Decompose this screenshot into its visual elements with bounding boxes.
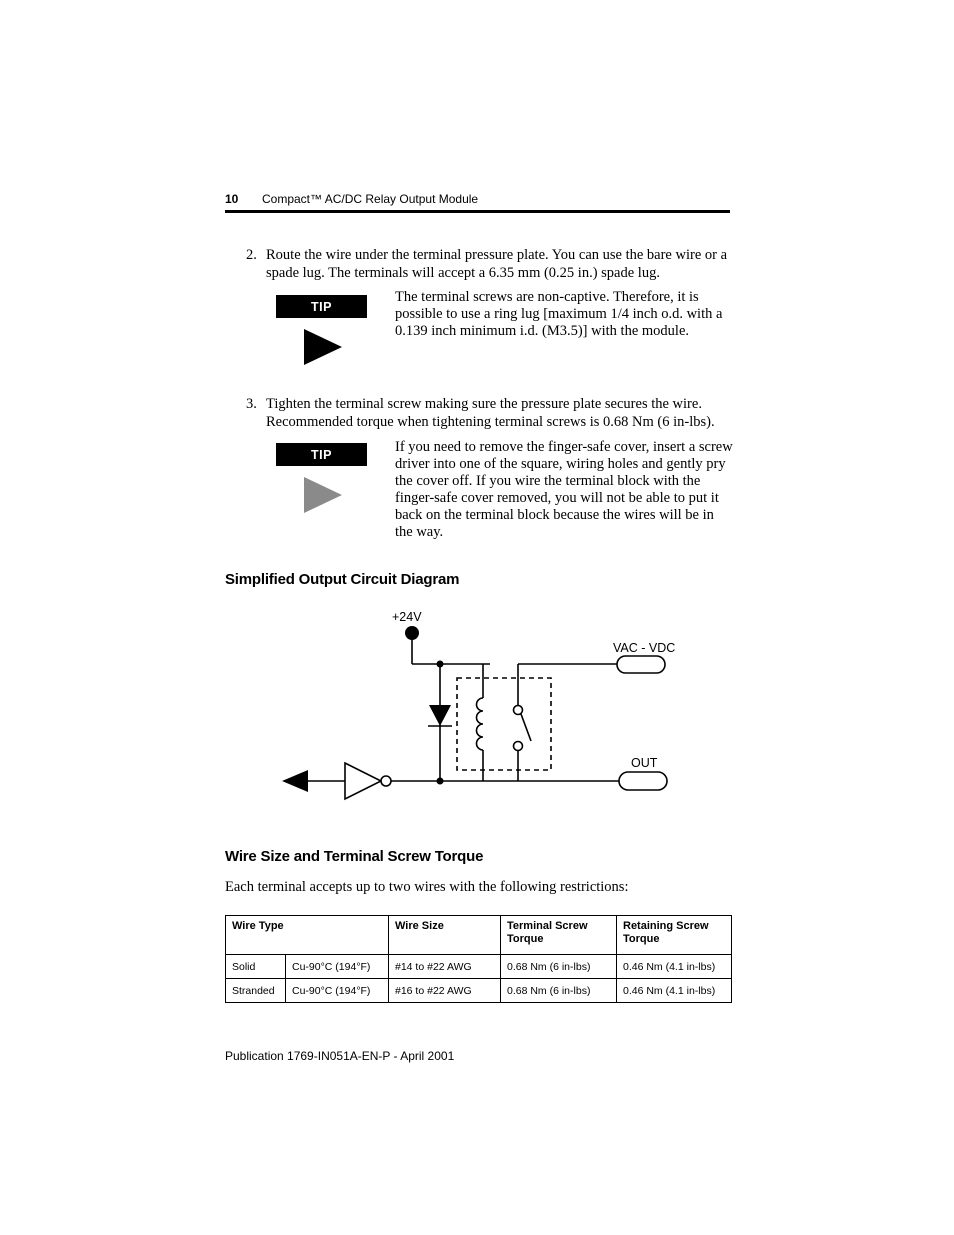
header-title: Compact™ AC/DC Relay Output Module — [262, 192, 479, 206]
step-item-3 — [246, 396, 736, 431]
vac-vdc-terminal — [617, 656, 665, 673]
cell-retaining-torque: 0.46 Nm (4.1 in-lbs) — [617, 955, 732, 979]
tip-label-badge: TIP — [276, 443, 367, 466]
header-rule — [225, 210, 730, 213]
section-heading-wire-size: Wire Size and Terminal Screw Torque — [225, 848, 484, 865]
cell-terminal-torque: 0.68 Nm (6 in-lbs) — [501, 979, 617, 1003]
relay-coil-icon — [477, 664, 484, 781]
step-number: 3. — [246, 396, 257, 412]
tip-arrow-icon — [304, 477, 342, 513]
cell-wire-type: Solid — [226, 955, 286, 979]
table-header-wire-size: Wire Size — [389, 916, 501, 955]
vac-vdc-label: VAC - VDC — [613, 641, 676, 655]
inverter-icon — [345, 763, 391, 799]
table-header-wire-type: Wire Type — [226, 916, 389, 955]
tip-text: The terminal screws are non-captive. Therefore, it is possible to use a ring lug [maximum 1/4 inch o.d. with a 0.139 inch minimum i.d. (M3.5)] with the module. — [395, 289, 723, 339]
page-number: 10 — [225, 192, 239, 206]
table-header-terminal-screw-torque: Terminal Screw Torque — [501, 916, 617, 955]
step-text: Tighten the terminal screw making sure the pressure plate secures the wire. Recommended torque when tightening terminal screws is 0.68 Nm (6 in-lbs). — [266, 396, 715, 430]
step-text: Route the wire under the terminal pressure plate. You can use the bare wire or a spade lug. The terminals will accept a 6.35 mm (0.25 in.) spade lug. — [266, 247, 728, 281]
table-row — [226, 979, 732, 1003]
table-header-retaining-screw-torque: Retaining Screw Torque — [617, 916, 732, 955]
tip-text: If you need to remove the finger-safe cover, insert a screw driver into one of the square, wiring holes and gently pry the cover off. If you wire the terminal block with the finger-safe cover removed, you will not be able to put it back on the terminal block because the wires will be in the way. — [395, 439, 733, 540]
cell-retaining-torque: 0.46 Nm (4.1 in-lbs) — [617, 979, 732, 1003]
cell-wire-size: #14 to #22 AWG — [389, 955, 501, 979]
tip-label-badge: TIP — [276, 295, 367, 318]
wire-table-container — [225, 915, 732, 1003]
footer-text: Publication 1769-IN051A-EN-P - April 2001 — [225, 1049, 455, 1063]
relay-dashed-box — [457, 678, 551, 770]
circuit-diagram — [225, 600, 730, 815]
switch-icon — [514, 664, 532, 781]
section-heading-circuit-diagram: Simplified Output Circuit Diagram — [225, 571, 460, 588]
cell-wire-type: Stranded — [226, 979, 286, 1003]
wire-table — [225, 915, 732, 1003]
signal-arrow-icon — [282, 770, 308, 792]
wire-intro-text: Each terminal accepts up to two wires with the following restrictions: — [225, 879, 629, 895]
cell-wire-size: #16 to #22 AWG — [389, 979, 501, 1003]
step-item-2 — [246, 247, 732, 282]
supply-label: +24V — [392, 610, 422, 624]
cell-terminal-torque: 0.68 Nm (6 in-lbs) — [501, 955, 617, 979]
table-header-row — [226, 916, 732, 955]
cell-wire-rating: Cu-90°C (194°F) — [286, 955, 389, 979]
out-terminal — [619, 772, 667, 790]
diode-icon — [428, 705, 452, 726]
step-number: 2. — [246, 247, 257, 263]
cell-wire-rating: Cu-90°C (194°F) — [286, 979, 389, 1003]
out-label: OUT — [631, 756, 658, 770]
tip-arrow-icon — [304, 329, 342, 365]
table-row — [226, 955, 732, 979]
